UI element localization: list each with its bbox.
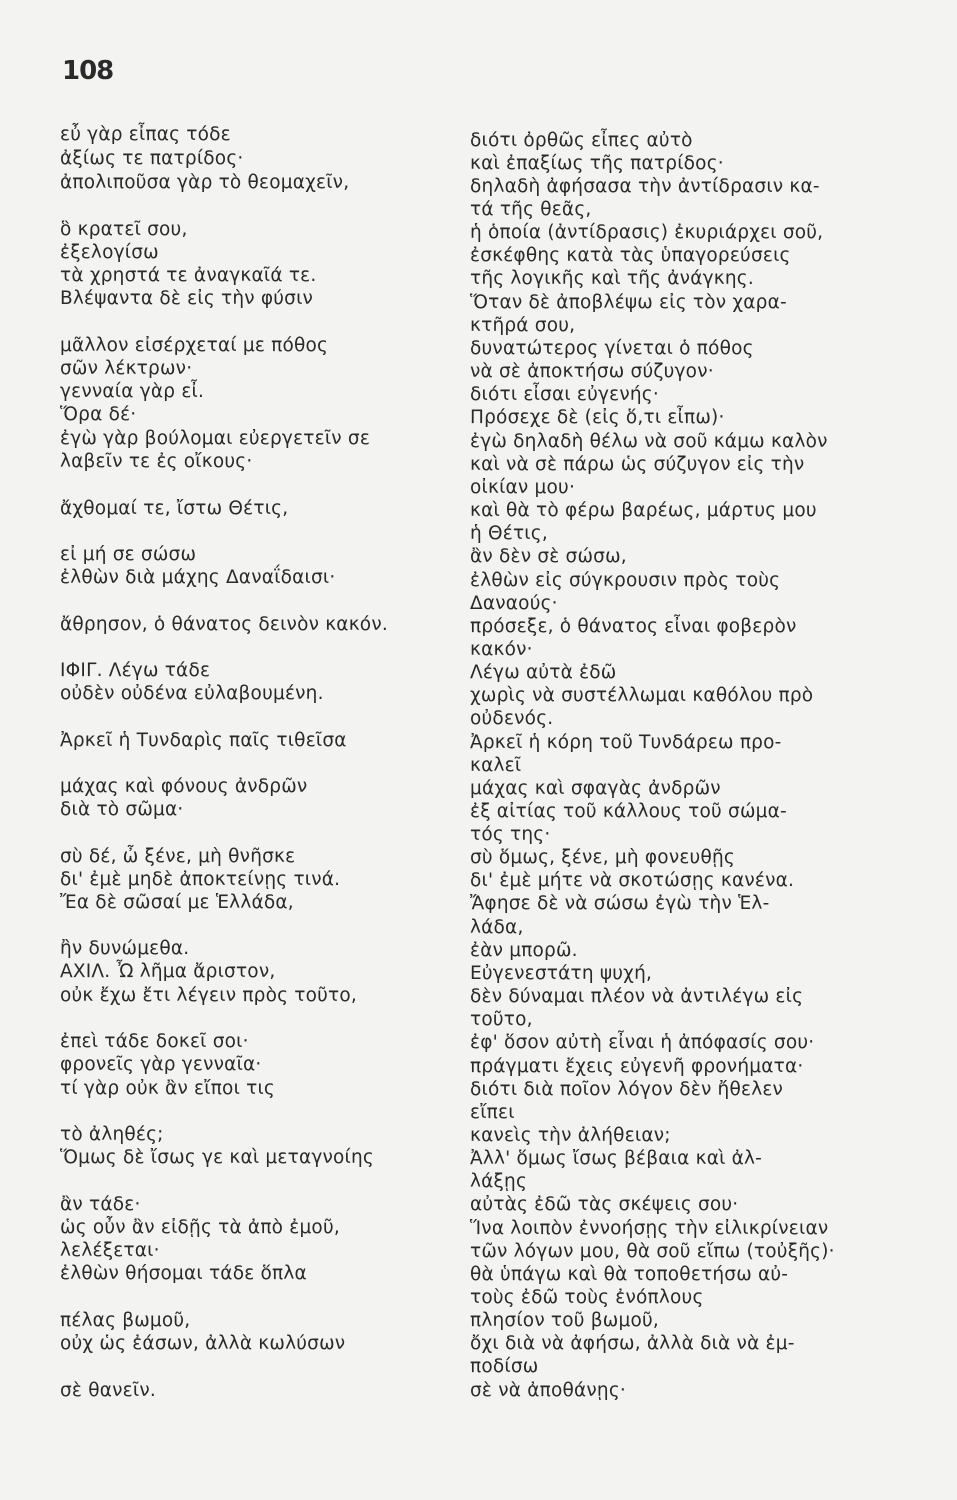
- translation-text-line: Πρόσεχε δὲ (εἰς ὅ,τι εἶπω)·: [470, 407, 725, 428]
- ancient-text-line: τὸ ἀληθές;: [60, 1124, 164, 1145]
- ancient-text-line: ἐλθὼν θήσομαι τάδε ὅπλα: [60, 1263, 307, 1284]
- translation-text-line: εἴπει: [470, 1102, 515, 1123]
- ancient-text-line: φρονεῖς γὰρ γενναῖα·: [60, 1054, 262, 1075]
- ancient-text-line: λαβεῖν τε ἐς οἴκους·: [60, 451, 253, 472]
- ancient-text-line: τὰ χρηστά τε ἀναγκαῖά τε.: [60, 265, 317, 286]
- ancient-text-line: τί γὰρ οὐκ ἂν εἴποι τις: [60, 1078, 275, 1099]
- translation-text-line: τῶν λόγων μου, θὰ σοῦ εἴπω (τοὐξῆς)·: [470, 1241, 835, 1262]
- translation-text-line: λάδα,: [470, 917, 524, 938]
- translation-text-line: καλεῖ: [470, 755, 522, 776]
- translation-text-line: μάχας καὶ σφαγὰς ἀνδρῶν: [470, 778, 721, 799]
- ancient-text-line: ἐγὼ γὰρ βούλομαι εὐεργετεῖν σε: [60, 428, 371, 449]
- ancient-text-line: Ὅμως δὲ ἴσως γε καὶ μεταγνοίης: [60, 1147, 374, 1168]
- translation-text-line: ἐξ αἰτίας τοῦ κάλλους τοῦ σώμα-: [470, 801, 787, 822]
- translation-text-line: οἰκίαν μου·: [470, 477, 576, 498]
- translation-text-line: τά τῆς θεᾶς,: [470, 199, 592, 220]
- translation-text-line: τός της·: [470, 824, 551, 845]
- translation-text-line: οὐδενός.: [470, 708, 554, 729]
- translation-text-line: ἡ Θέτις,: [470, 523, 548, 544]
- ancient-text-line: ἐπεὶ τάδε δοκεῖ σοι·: [60, 1031, 249, 1052]
- translation-text-line: καὶ νὰ σὲ πάρω ὡς σύζυγον εἰς τὴν: [470, 454, 805, 475]
- translation-text-line: κτῆρά σου,: [470, 315, 576, 336]
- ancient-text-line: ΙΦΙΓ. Λέγω τάδε: [60, 660, 211, 681]
- ancient-text-line: Ἀρκεῖ ἡ Τυνδαρὶς παῖς τιθεῖσα: [60, 730, 347, 751]
- ancient-text-line: σὲ θανεῖν.: [60, 1380, 156, 1401]
- translation-text-line: καὶ θὰ τὸ φέρω βαρέως, μάρτυς μου: [470, 500, 817, 521]
- ancient-text-line: ἄθρησον, ὁ θάνατος δεινὸν κακόν.: [60, 614, 388, 635]
- translation-text-line: ἐφ' ὅσον αὐτὴ εἶναι ἡ ἀπόφασίς σου·: [470, 1032, 815, 1053]
- translation-text-line: νὰ σὲ ἀποκτήσω σύζυγον·: [470, 361, 714, 382]
- translation-text-line: ἂν δὲν σὲ σώσω,: [470, 546, 627, 567]
- ancient-text-line: ἀπολιποῦσα γὰρ τὸ θεομαχεῖν,: [60, 172, 350, 193]
- translation-text-line: διότι ὀρθῶς εἶπες αὐτὸ: [470, 130, 693, 151]
- ancient-text-line: σὺ δέ, ὦ ξένε, μὴ θνῆσκε: [60, 846, 296, 867]
- translation-text-line: κακόν·: [470, 639, 533, 660]
- page-number: 108: [62, 56, 114, 86]
- ancient-text-line: λελέξεται·: [60, 1240, 160, 1261]
- ancient-text-line: ἀξίως τε πατρίδος·: [60, 148, 244, 169]
- translation-text-line: θὰ ὑπάγω καὶ θὰ τοποθετήσω αὐ-: [470, 1264, 789, 1285]
- ancient-text-line: ἐξελογίσω: [60, 242, 159, 263]
- translation-text-line: Ἀλλ' ὅμως ἴσως βέβαια καὶ ἀλ-: [470, 1148, 763, 1169]
- translation-text-line: Ἄφησε δὲ νὰ σώσω ἐγὼ τὴν Ἑλ-: [470, 893, 770, 914]
- translation-text-line: ποδίσω: [470, 1356, 539, 1377]
- translation-text-line: δὲν δύναμαι πλέον νὰ ἀντιλέγω εἰς: [470, 986, 804, 1007]
- ancient-text-line: ὡς οὖν ἂν εἰδῇς τὰ ἀπὸ ἐμοῦ,: [60, 1217, 340, 1238]
- ancient-text-line: μᾶλλον εἰσέρχεταί με πόθος: [60, 335, 329, 356]
- translation-text-line: πρόσεξε, ὁ θάνατος εἶναι φοβερὸν: [470, 616, 797, 637]
- translation-text-line: δυνατώτερος γίνεται ὁ πόθος: [470, 338, 754, 359]
- translation-text-line: Ἀρκεῖ ἡ κόρη τοῦ Τυνδάρεω προ-: [470, 732, 782, 753]
- ancient-text-line: μάχας καὶ φόνους ἀνδρῶν: [60, 776, 308, 797]
- translation-text-line: κανεὶς τὴν ἀλήθειαν;: [470, 1125, 671, 1146]
- translation-text-line: ἐγὼ δηλαδὴ θέλω νὰ σοῦ κάμω καλὸν: [470, 431, 828, 452]
- translation-text-line: τοῦτο,: [470, 1009, 533, 1030]
- translation-text-line: ἐὰν μπορῶ.: [470, 940, 578, 961]
- ancient-text-line: οὐδὲν οὐδένα εὐλαβουμένη.: [60, 683, 324, 704]
- ancient-text-line: γενναία γὰρ εἶ.: [60, 381, 205, 402]
- translation-text-line: καὶ ἐπαξίως τῆς πατρίδος·: [470, 153, 724, 174]
- translation-text-line: διότι εἶσαι εὐγενής·: [470, 384, 659, 405]
- ancient-text-line: πέλας βωμοῦ,: [60, 1310, 191, 1331]
- ancient-text-line: οὐκ ἔχω ἔτι λέγειν πρὸς τοῦτο,: [60, 985, 357, 1006]
- translation-text-line: δι' ἐμὲ μήτε νὰ σκοτώσῃς κανένα.: [470, 870, 795, 891]
- ancient-text-line: διὰ τὸ σῶμα·: [60, 799, 184, 820]
- translation-text-line: πράγματι ἔχεις εὐγενῆ φρονήματα·: [470, 1056, 804, 1077]
- translation-text-line: Ἵνα λοιπὸν ἐννοήσῃς τὴν εἰλικρίνειαν: [470, 1218, 829, 1239]
- ancient-text-line: ἂν τάδε·: [60, 1194, 141, 1215]
- ancient-text-line: ἢν δυνώμεθα.: [60, 938, 190, 959]
- translation-text-line: Εὐγενεστάτη ψυχή,: [470, 963, 653, 984]
- ancient-text-line: ἄχθομαί τε, ἴστω Θέτις,: [60, 498, 289, 519]
- translation-text-line: Λέγω αὐτὰ ἐδῶ: [470, 662, 617, 683]
- ancient-text-line: Ὅρα δέ·: [60, 404, 137, 425]
- translation-text-line: πλησίον τοῦ βωμοῦ,: [470, 1310, 659, 1331]
- ancient-text-line: Βλέψαντα δὲ εἰς τὴν φύσιν: [60, 288, 314, 309]
- ancient-text-line: ἐλθὼν διὰ μάχης Δαναΐδαισι·: [60, 567, 336, 588]
- ancient-text-line: ΑΧΙΛ. Ὦ λῆμα ἄριστον,: [60, 961, 276, 982]
- translation-text-line: χωρὶς νὰ συστέλλωμαι καθόλου πρὸ: [470, 685, 814, 706]
- ancient-text-line: σῶν λέκτρων·: [60, 358, 193, 379]
- translation-text-line: αὐτὰς ἐδῶ τὰς σκέψεις σου·: [470, 1194, 739, 1215]
- translation-text-line: Ὅταν δὲ ἀποβλέψω εἰς τὸν χαρα-: [470, 292, 787, 313]
- translation-text-line: τοὺς ἐδῶ τοὺς ἐνόπλους: [470, 1287, 704, 1308]
- translation-text-line: διότι διὰ ποῖον λόγον δὲν ἤθελεν: [470, 1079, 784, 1100]
- translation-text-line: ἐλθὼν εἰς σύγκρουσιν πρὸς τοὺς: [470, 570, 781, 591]
- ancient-text-line: δι' ἐμὲ μηδὲ ἀποκτείνῃς τινά.: [60, 869, 341, 890]
- ancient-text-line: Ἔα δὲ σῶσαί με Ἑλλάδα,: [60, 892, 294, 913]
- translation-text-line: τῆς λογικῆς καὶ τῆς ἀνάγκης.: [470, 268, 754, 289]
- ancient-text-line: οὐχ ὡς ἐάσων, ἀλλὰ κωλύσων: [60, 1333, 346, 1354]
- translation-text-line: Δαναούς·: [470, 593, 558, 614]
- translation-text-line: ἡ ὁποία (ἀντίδρασις) ἐκυριάρχει σοῦ,: [470, 222, 824, 243]
- translation-text-line: σὺ ὅμως, ξένε, μὴ φονευθῇς: [470, 847, 735, 868]
- translation-text-line: λάξῃς: [470, 1171, 528, 1192]
- ancient-text-line: ὃ κρατεῖ σου,: [60, 219, 188, 240]
- translation-text-line: δηλαδὴ ἀφήσασα τὴν ἀντίδρασιν κα-: [470, 176, 820, 197]
- translation-text-line: ἐσκέφθης κατὰ τὰς ὑπαγορεύσεις: [470, 245, 791, 266]
- translation-text-line: ὄχι διὰ νὰ ἀφήσω, ἀλλὰ διὰ νὰ ἐμ-: [470, 1333, 795, 1354]
- ancient-text-line: εὖ γὰρ εἶπας τόδε: [60, 124, 231, 145]
- ancient-text-line: εἰ μή σε σώσω: [60, 544, 197, 565]
- translation-text-line: σὲ νὰ ἀποθάνῃς·: [470, 1380, 626, 1401]
